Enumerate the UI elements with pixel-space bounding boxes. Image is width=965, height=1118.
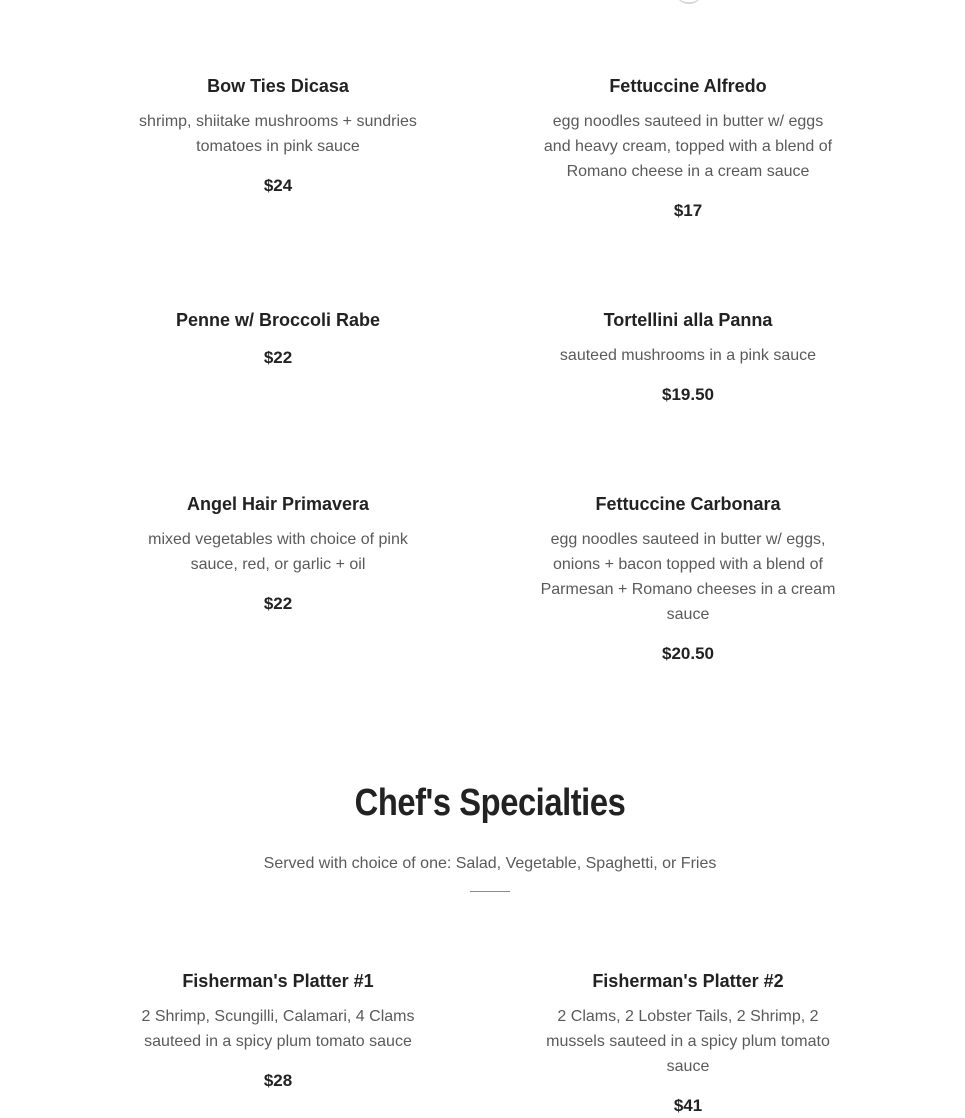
menu-item-price: $28 bbox=[263, 1071, 293, 1090]
menu-item-description: mixed vegetables with choice of pink sauce, red, or garlic + oil bbox=[148, 531, 408, 573]
section-title: Chef's Specialties bbox=[354, 782, 626, 824]
menu-item-name: Fisherman's Platter #2 bbox=[592, 971, 784, 991]
menu-item-description: egg noodles sauteed in butter w/ eggs, onions + bacon topped with a blend of Parmesan + Romano cheeses in a cream sauce bbox=[540, 531, 836, 623]
section-subtitle: Served with choice of one: Salad, Vegetable, Spaghetti, or Fries bbox=[263, 855, 717, 872]
menu-item-name: Fettuccine Alfredo bbox=[609, 76, 767, 96]
cropped-ornament-icon bbox=[676, 0, 702, 4]
section-divider bbox=[470, 891, 510, 892]
menu-item-price: $41 bbox=[673, 1096, 703, 1115]
menu-item-fettuccine-carbonara bbox=[528, 493, 848, 665]
menu-item-description: shrimp, shiitake mushrooms + sundries tomatoes in pink sauce bbox=[139, 113, 417, 155]
menu-item-angel-hair-primavera bbox=[118, 493, 438, 615]
menu-item-price: $17 bbox=[673, 201, 703, 220]
menu-item-bow-ties-dicasa bbox=[118, 75, 438, 197]
menu-item-price: $22 bbox=[263, 594, 293, 613]
menu-item-price: $24 bbox=[263, 176, 293, 195]
menu-item-name: Fisherman's Platter #1 bbox=[182, 971, 374, 991]
menu-item-name: Bow Ties Dicasa bbox=[207, 76, 349, 96]
menu-item-description: sauteed mushrooms in a pink sauce bbox=[559, 347, 817, 364]
menu-item-price: $19.50 bbox=[662, 385, 714, 404]
menu-item-fishermans-platter-2 bbox=[528, 970, 848, 1117]
menu-item-price: $22 bbox=[263, 348, 293, 367]
menu-item-price: $20.50 bbox=[662, 644, 714, 663]
menu-item-name: Tortellini alla Panna bbox=[603, 310, 773, 330]
menu-item-fettuccine-alfredo bbox=[528, 75, 848, 222]
menu-item-description: 2 Shrimp, Scungilli, Calamari, 4 Clams sauteed in a spicy plum tomato sauce bbox=[141, 1008, 415, 1050]
menu-item-name: Angel Hair Primavera bbox=[186, 494, 370, 514]
menu-item-name: Penne w/ Broccoli Rabe bbox=[175, 310, 381, 330]
menu-item-tortellini-alla-panna bbox=[528, 309, 848, 406]
menu-item-fishermans-platter-1 bbox=[118, 970, 438, 1092]
menu-item-description: egg noodles sauteed in butter w/ eggs and heavy cream, topped with a blend of Romano cheese in a cream sauce bbox=[543, 113, 833, 180]
menu-item-penne-broccoli-rabe bbox=[118, 309, 438, 369]
menu-item-name: Fettuccine Carbonara bbox=[595, 494, 781, 514]
menu-item-description: 2 Clams, 2 Lobster Tails, 2 Shrimp, 2 mussels sauteed in a spicy plum tomato sauce bbox=[546, 1008, 830, 1075]
